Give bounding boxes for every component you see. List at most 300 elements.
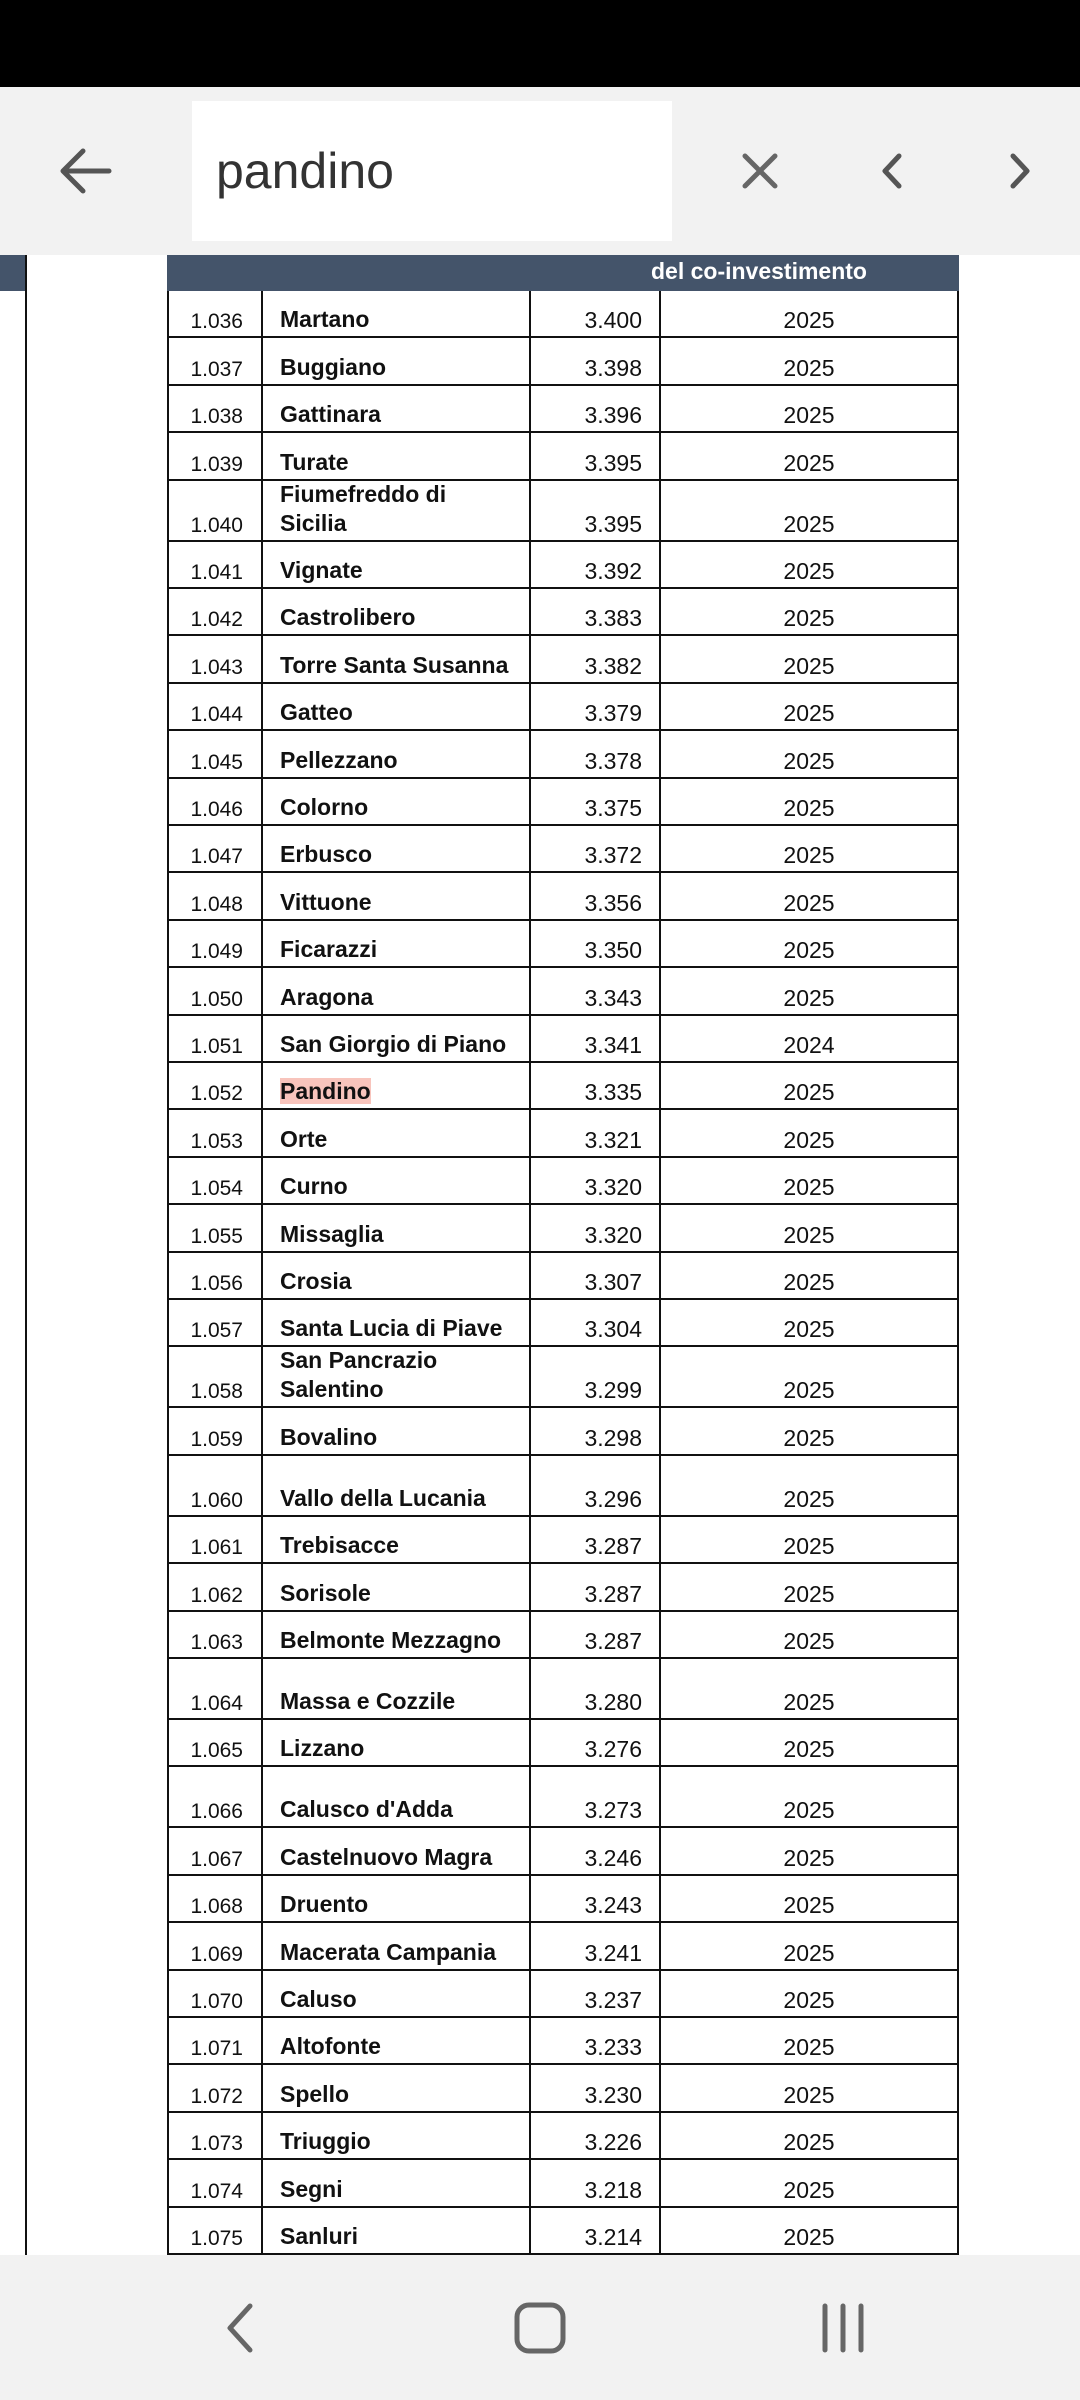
table-header <box>167 255 959 291</box>
table-row <box>167 2018 959 2065</box>
municipality-name: Segni <box>280 2175 343 2202</box>
arrow-left-icon[interactable] <box>40 87 130 255</box>
table-row <box>167 1016 959 1063</box>
municipality-name-cell <box>261 1347 529 1406</box>
row-value-cell <box>529 2113 659 2158</box>
row-number-cell <box>167 731 261 776</box>
row-number: 1.058 <box>190 1380 243 1404</box>
municipality-name: Gatteo <box>280 699 353 726</box>
row-value-cell <box>529 1110 659 1155</box>
row-number: 1.071 <box>190 2037 243 2061</box>
row-value: 3.372 <box>584 842 642 869</box>
row-number: 1.053 <box>190 1129 243 1153</box>
table-row <box>167 636 959 683</box>
municipality-name-cell <box>261 1564 529 1609</box>
row-value: 3.321 <box>584 1126 642 1153</box>
table-row <box>167 731 959 778</box>
row-year-cell <box>659 921 959 966</box>
table-row <box>167 684 959 731</box>
row-year: 2025 <box>783 1424 835 1451</box>
row-year: 2025 <box>783 510 835 537</box>
municipality-name: Torre Santa Susanna <box>280 651 509 678</box>
row-value-cell <box>529 1767 659 1826</box>
status-bar <box>0 0 1080 87</box>
row-value: 3.400 <box>584 307 642 334</box>
row-number: 1.069 <box>190 1942 243 1966</box>
municipality-name: Curno <box>280 1173 348 1200</box>
municipality-name: Missaglia <box>280 1220 384 1247</box>
municipality-name: Sanluri <box>280 2222 358 2249</box>
row-value-cell <box>529 921 659 966</box>
municipality-name: Santa Lucia di Piave <box>280 1315 503 1342</box>
row-year-cell <box>659 779 959 824</box>
row-value: 3.378 <box>584 747 642 774</box>
row-year: 2025 <box>783 1580 835 1607</box>
municipality-name: Triuggio <box>280 2128 371 2155</box>
row-number: 1.073 <box>190 2132 243 2156</box>
municipality-name: Buggiano <box>280 353 387 380</box>
row-value-cell <box>529 542 659 587</box>
row-year: 2025 <box>783 794 835 821</box>
row-number-cell <box>167 1767 261 1826</box>
row-value-cell <box>529 1253 659 1298</box>
row-number-cell <box>167 1205 261 1250</box>
row-number-cell <box>167 1923 261 1968</box>
municipality-name: Vallo della Lucania <box>280 1484 486 1511</box>
row-value: 3.320 <box>584 1221 642 1248</box>
municipality-name-cell <box>261 1253 529 1298</box>
row-number: 1.044 <box>190 703 243 727</box>
municipality-name: Altofonte <box>280 2033 381 2060</box>
municipality-name-cell <box>261 1063 529 1108</box>
row-year-cell <box>659 1300 959 1345</box>
row-value-cell <box>529 338 659 383</box>
row-number-cell <box>167 2065 261 2110</box>
row-value-cell <box>529 1876 659 1921</box>
row-year-cell <box>659 1517 959 1562</box>
row-value-cell <box>529 1347 659 1406</box>
municipality-name-cell <box>261 1408 529 1453</box>
row-value-cell <box>529 1016 659 1061</box>
row-number: 1.039 <box>190 452 243 476</box>
row-year-cell <box>659 684 959 729</box>
municipality-name: Spello <box>280 2080 350 2107</box>
row-year-cell <box>659 1720 959 1765</box>
row-number-cell <box>167 873 261 918</box>
table-row <box>167 1612 959 1659</box>
row-year-cell <box>659 1456 959 1515</box>
row-value-cell <box>529 433 659 478</box>
row-year: 2025 <box>783 1174 835 1201</box>
row-year: 2025 <box>783 1689 835 1715</box>
municipality-name-cell <box>261 2113 529 2158</box>
municipality-name-cell <box>261 1876 529 1921</box>
row-value: 3.335 <box>584 1079 642 1106</box>
row-number-cell <box>167 968 261 1013</box>
table-row <box>167 2113 959 2160</box>
row-number-cell <box>167 1347 261 1406</box>
row-number: 1.056 <box>190 1271 243 1295</box>
row-value-cell <box>529 1564 659 1609</box>
row-number: 1.059 <box>190 1427 243 1451</box>
row-number-cell <box>167 779 261 824</box>
row-value-cell <box>529 2208 659 2253</box>
municipality-name-cell <box>261 291 529 336</box>
row-value: 3.299 <box>584 1377 642 1404</box>
row-year: 2025 <box>783 2176 835 2203</box>
row-number: 1.047 <box>190 845 243 869</box>
row-number: 1.043 <box>190 655 243 679</box>
row-value-cell <box>529 2160 659 2205</box>
municipality-name <box>280 1077 371 1106</box>
municipality-name: Belmonte Mezzagno <box>280 1626 502 1653</box>
municipality-name-cell <box>261 1828 529 1873</box>
municipality-name-cell <box>261 2065 529 2110</box>
row-year-cell <box>659 1971 959 2016</box>
row-year-cell <box>659 826 959 871</box>
row-year: 2025 <box>783 2034 835 2061</box>
row-number: 1.041 <box>190 560 243 584</box>
municipality-name-cell <box>261 1971 529 2016</box>
row-number: 1.038 <box>190 405 243 429</box>
municipality-name: Caluso <box>280 1985 357 2012</box>
row-value-cell <box>529 826 659 871</box>
row-value-cell <box>529 731 659 776</box>
municipality-name-cell <box>261 779 529 824</box>
row-year: 2025 <box>783 747 835 774</box>
row-value: 3.398 <box>584 354 642 381</box>
row-year: 2025 <box>783 889 835 916</box>
row-year-cell <box>659 542 959 587</box>
municipality-name: Orte <box>280 1125 328 1152</box>
municipality-name-cell <box>261 968 529 1013</box>
row-value-cell <box>529 1971 659 2016</box>
municipality-name: Gattinara <box>280 401 381 428</box>
municipality-name: Macerata Campania <box>280 1938 497 1965</box>
table-row <box>167 1564 959 1611</box>
table-row <box>167 2160 959 2207</box>
municipality-name-cell <box>261 731 529 776</box>
table-row <box>167 2208 959 2255</box>
row-year: 2025 <box>783 937 835 964</box>
row-value-cell <box>529 1828 659 1873</box>
row-value: 3.304 <box>584 1316 642 1343</box>
municipality-name: Castelnuovo Magra <box>280 1843 493 1870</box>
row-number: 1.045 <box>190 750 243 774</box>
municipality-name: Calusco d'Adda <box>280 1796 453 1823</box>
row-number: 1.040 <box>190 513 243 537</box>
row-number: 1.066 <box>190 1800 243 1824</box>
table-row <box>167 921 959 968</box>
municipality-name-cell <box>261 386 529 431</box>
row-year-cell <box>659 1923 959 1968</box>
municipality-name-cell <box>261 636 529 681</box>
municipality-name-cell <box>261 589 529 634</box>
row-number-cell <box>167 1876 261 1921</box>
header-col-year: del co-investimento <box>651 258 867 284</box>
row-year-cell <box>659 386 959 431</box>
table-row <box>167 433 959 480</box>
row-number: 1.061 <box>190 1536 243 1560</box>
row-number: 1.067 <box>190 1847 243 1871</box>
row-value: 3.395 <box>584 510 642 537</box>
row-year: 2025 <box>783 557 835 584</box>
municipality-name-cell <box>261 2018 529 2063</box>
row-number-cell <box>167 589 261 634</box>
row-value-cell <box>529 968 659 1013</box>
row-value: 3.375 <box>584 794 642 821</box>
navigation-bar <box>0 2255 1080 2400</box>
municipality-name-cell <box>261 481 529 540</box>
municipality-name: Fiumefreddo di Sicilia <box>280 480 447 536</box>
row-value-cell <box>529 386 659 431</box>
municipality-name: Vittuone <box>280 888 372 915</box>
row-value-cell <box>529 1456 659 1515</box>
row-year: 2025 <box>783 842 835 869</box>
row-year-cell <box>659 338 959 383</box>
table-row <box>167 1300 959 1347</box>
municipality-name-cell <box>261 1923 529 1968</box>
find-query-text: pandino <box>216 143 394 199</box>
row-value: 3.382 <box>584 652 642 679</box>
find-in-page-bar <box>0 87 1080 255</box>
municipality-name: Druento <box>280 1891 369 1918</box>
municipality-name-cell <box>261 2208 529 2253</box>
municipality-name: Bovalino <box>280 1423 378 1450</box>
table-row <box>167 968 959 1015</box>
row-year-cell <box>659 1063 959 1108</box>
close-icon[interactable] <box>720 87 800 255</box>
row-year: 2025 <box>783 449 835 476</box>
table-row <box>167 1408 959 1455</box>
table-row <box>167 1517 959 1564</box>
row-value: 3.392 <box>584 557 642 584</box>
row-number-cell <box>167 1110 261 1155</box>
row-value: 3.396 <box>584 402 642 429</box>
table-row <box>167 542 959 589</box>
left-table-edge <box>0 255 27 2255</box>
row-number: 1.055 <box>190 1224 243 1248</box>
row-value: 3.230 <box>584 2081 642 2108</box>
row-year-cell <box>659 291 959 336</box>
row-number-cell <box>167 542 261 587</box>
row-year-cell <box>659 1876 959 1921</box>
row-value: 3.298 <box>584 1424 642 1451</box>
municipality-name: Erbusco <box>280 841 373 868</box>
row-value: 3.379 <box>584 700 642 727</box>
row-number: 1.054 <box>190 1177 243 1201</box>
nav-back-icon[interactable] <box>190 2255 290 2400</box>
row-number-cell <box>167 921 261 966</box>
row-value-cell <box>529 2065 659 2110</box>
row-number-cell <box>167 1612 261 1657</box>
municipality-name-cell <box>261 2160 529 2205</box>
row-number: 1.062 <box>190 1583 243 1607</box>
row-number-cell <box>167 1659 261 1718</box>
row-year-cell <box>659 873 959 918</box>
find-input[interactable] <box>192 101 672 241</box>
municipality-name: Massa e Cozzile <box>280 1688 456 1714</box>
row-year-cell <box>659 589 959 634</box>
row-year: 2025 <box>783 2223 835 2250</box>
row-value: 3.341 <box>584 1031 642 1058</box>
chevron-left-icon[interactable] <box>852 87 932 255</box>
row-value: 3.241 <box>584 1939 642 1966</box>
row-number-cell <box>167 1063 261 1108</box>
row-year-cell <box>659 2065 959 2110</box>
table-row <box>167 1720 959 1767</box>
municipality-name-cell <box>261 1612 529 1657</box>
municipality-name-cell <box>261 1110 529 1155</box>
row-year-cell <box>659 1767 959 1826</box>
table-row <box>167 338 959 385</box>
nav-recents-icon[interactable] <box>793 2255 893 2400</box>
row-number: 1.063 <box>190 1630 243 1654</box>
row-number-cell <box>167 386 261 431</box>
row-year-cell <box>659 1612 959 1657</box>
row-year-cell <box>659 636 959 681</box>
row-year: 2025 <box>783 1377 835 1404</box>
row-year: 2025 <box>783 1079 835 1106</box>
row-year-cell <box>659 1828 959 1873</box>
row-value: 3.237 <box>584 1986 642 2013</box>
municipality-name-cell <box>261 1016 529 1061</box>
row-number: 1.057 <box>190 1319 243 1343</box>
row-year-cell <box>659 1347 959 1406</box>
table-row <box>167 1456 959 1517</box>
municipality-name-cell <box>261 1659 529 1718</box>
row-number-cell <box>167 826 261 871</box>
row-value: 3.214 <box>584 2223 642 2250</box>
row-year-cell <box>659 2208 959 2253</box>
row-year-cell <box>659 1205 959 1250</box>
row-year-cell <box>659 433 959 478</box>
row-value: 3.243 <box>584 1892 642 1919</box>
row-year: 2024 <box>783 1031 835 1058</box>
search-match-highlight: Pandino <box>280 1078 371 1105</box>
row-value-cell <box>529 684 659 729</box>
row-value-cell <box>529 2018 659 2063</box>
table-row <box>167 1876 959 1923</box>
row-year-cell <box>659 1253 959 1298</box>
municipality-name: Aragona <box>280 983 374 1010</box>
table-row <box>167 1158 959 1205</box>
row-year: 2025 <box>783 1268 835 1295</box>
row-number: 1.060 <box>190 1488 243 1512</box>
row-value: 3.395 <box>584 449 642 476</box>
row-year: 2025 <box>783 1736 835 1763</box>
row-year-cell <box>659 1408 959 1453</box>
municipality-name: Colorno <box>280 793 369 820</box>
municipality-name: Pellezzano <box>280 746 398 773</box>
row-value: 3.287 <box>584 1580 642 1607</box>
row-value: 3.273 <box>584 1797 642 1824</box>
row-number-cell <box>167 636 261 681</box>
row-year-cell <box>659 2018 959 2063</box>
municipality-name-cell <box>261 826 529 871</box>
municipality-name: Castrolibero <box>280 604 416 631</box>
row-value: 3.218 <box>584 2176 642 2203</box>
row-value-cell <box>529 1612 659 1657</box>
row-number-cell <box>167 1564 261 1609</box>
row-number: 1.048 <box>190 892 243 916</box>
municipality-name-cell <box>261 1720 529 1765</box>
row-number: 1.065 <box>190 1739 243 1763</box>
municipality-name: Ficarazzi <box>280 936 378 963</box>
table-row <box>167 1253 959 1300</box>
table-row <box>167 1971 959 2018</box>
row-value: 3.356 <box>584 889 642 916</box>
municipality-name: Turate <box>280 448 349 475</box>
municipality-name-cell <box>261 873 529 918</box>
chevron-right-icon[interactable] <box>980 87 1060 255</box>
municipality-name-cell <box>261 1767 529 1826</box>
row-number-cell <box>167 1971 261 2016</box>
municipality-name-cell <box>261 921 529 966</box>
table-row <box>167 1923 959 1970</box>
row-year: 2025 <box>783 1316 835 1343</box>
row-number-cell <box>167 2208 261 2253</box>
municipality-name-cell <box>261 1158 529 1203</box>
row-year: 2025 <box>783 1797 835 1824</box>
document-view[interactable] <box>0 255 1080 2255</box>
row-value-cell <box>529 1300 659 1345</box>
municipality-name-cell <box>261 1300 529 1345</box>
table-row <box>167 291 959 338</box>
municipality-name: San Pancrazio Salentino <box>280 1347 438 1403</box>
municipality-name-cell <box>261 1205 529 1250</box>
row-number: 1.070 <box>190 1989 243 2013</box>
table-row <box>167 826 959 873</box>
row-value: 3.287 <box>584 1533 642 1560</box>
row-year: 2025 <box>783 2129 835 2156</box>
row-value: 3.343 <box>584 984 642 1011</box>
row-year: 2025 <box>783 1986 835 2013</box>
row-number: 1.052 <box>190 1082 243 1106</box>
row-year: 2025 <box>783 605 835 632</box>
row-year: 2025 <box>783 2081 835 2108</box>
municipality-name: Crosia <box>280 1267 352 1294</box>
row-number: 1.064 <box>190 1692 243 1715</box>
row-year-cell <box>659 2113 959 2158</box>
row-value-cell <box>529 1158 659 1203</box>
municipality-name-cell <box>261 1456 529 1515</box>
left-table-header <box>0 255 25 291</box>
table-row <box>167 481 959 542</box>
row-number-cell <box>167 291 261 336</box>
row-value-cell <box>529 636 659 681</box>
row-value-cell <box>529 1720 659 1765</box>
row-number: 1.051 <box>190 1034 243 1058</box>
row-number: 1.075 <box>190 2226 243 2250</box>
row-year: 2025 <box>783 1126 835 1153</box>
row-number: 1.036 <box>190 310 243 334</box>
row-value: 3.233 <box>584 2034 642 2061</box>
row-number-cell <box>167 2018 261 2063</box>
row-number-cell <box>167 1158 261 1203</box>
row-value-cell <box>529 481 659 540</box>
row-year: 2025 <box>783 1221 835 1248</box>
row-number: 1.037 <box>190 357 243 381</box>
row-year: 2025 <box>783 652 835 679</box>
row-value: 3.246 <box>584 1844 642 1871</box>
row-number: 1.068 <box>190 1895 243 1919</box>
municipality-name: Martano <box>280 306 370 333</box>
nav-home-icon[interactable] <box>490 2255 590 2400</box>
row-year-cell <box>659 1016 959 1061</box>
municipality-name-cell <box>261 433 529 478</box>
table-row <box>167 2065 959 2112</box>
